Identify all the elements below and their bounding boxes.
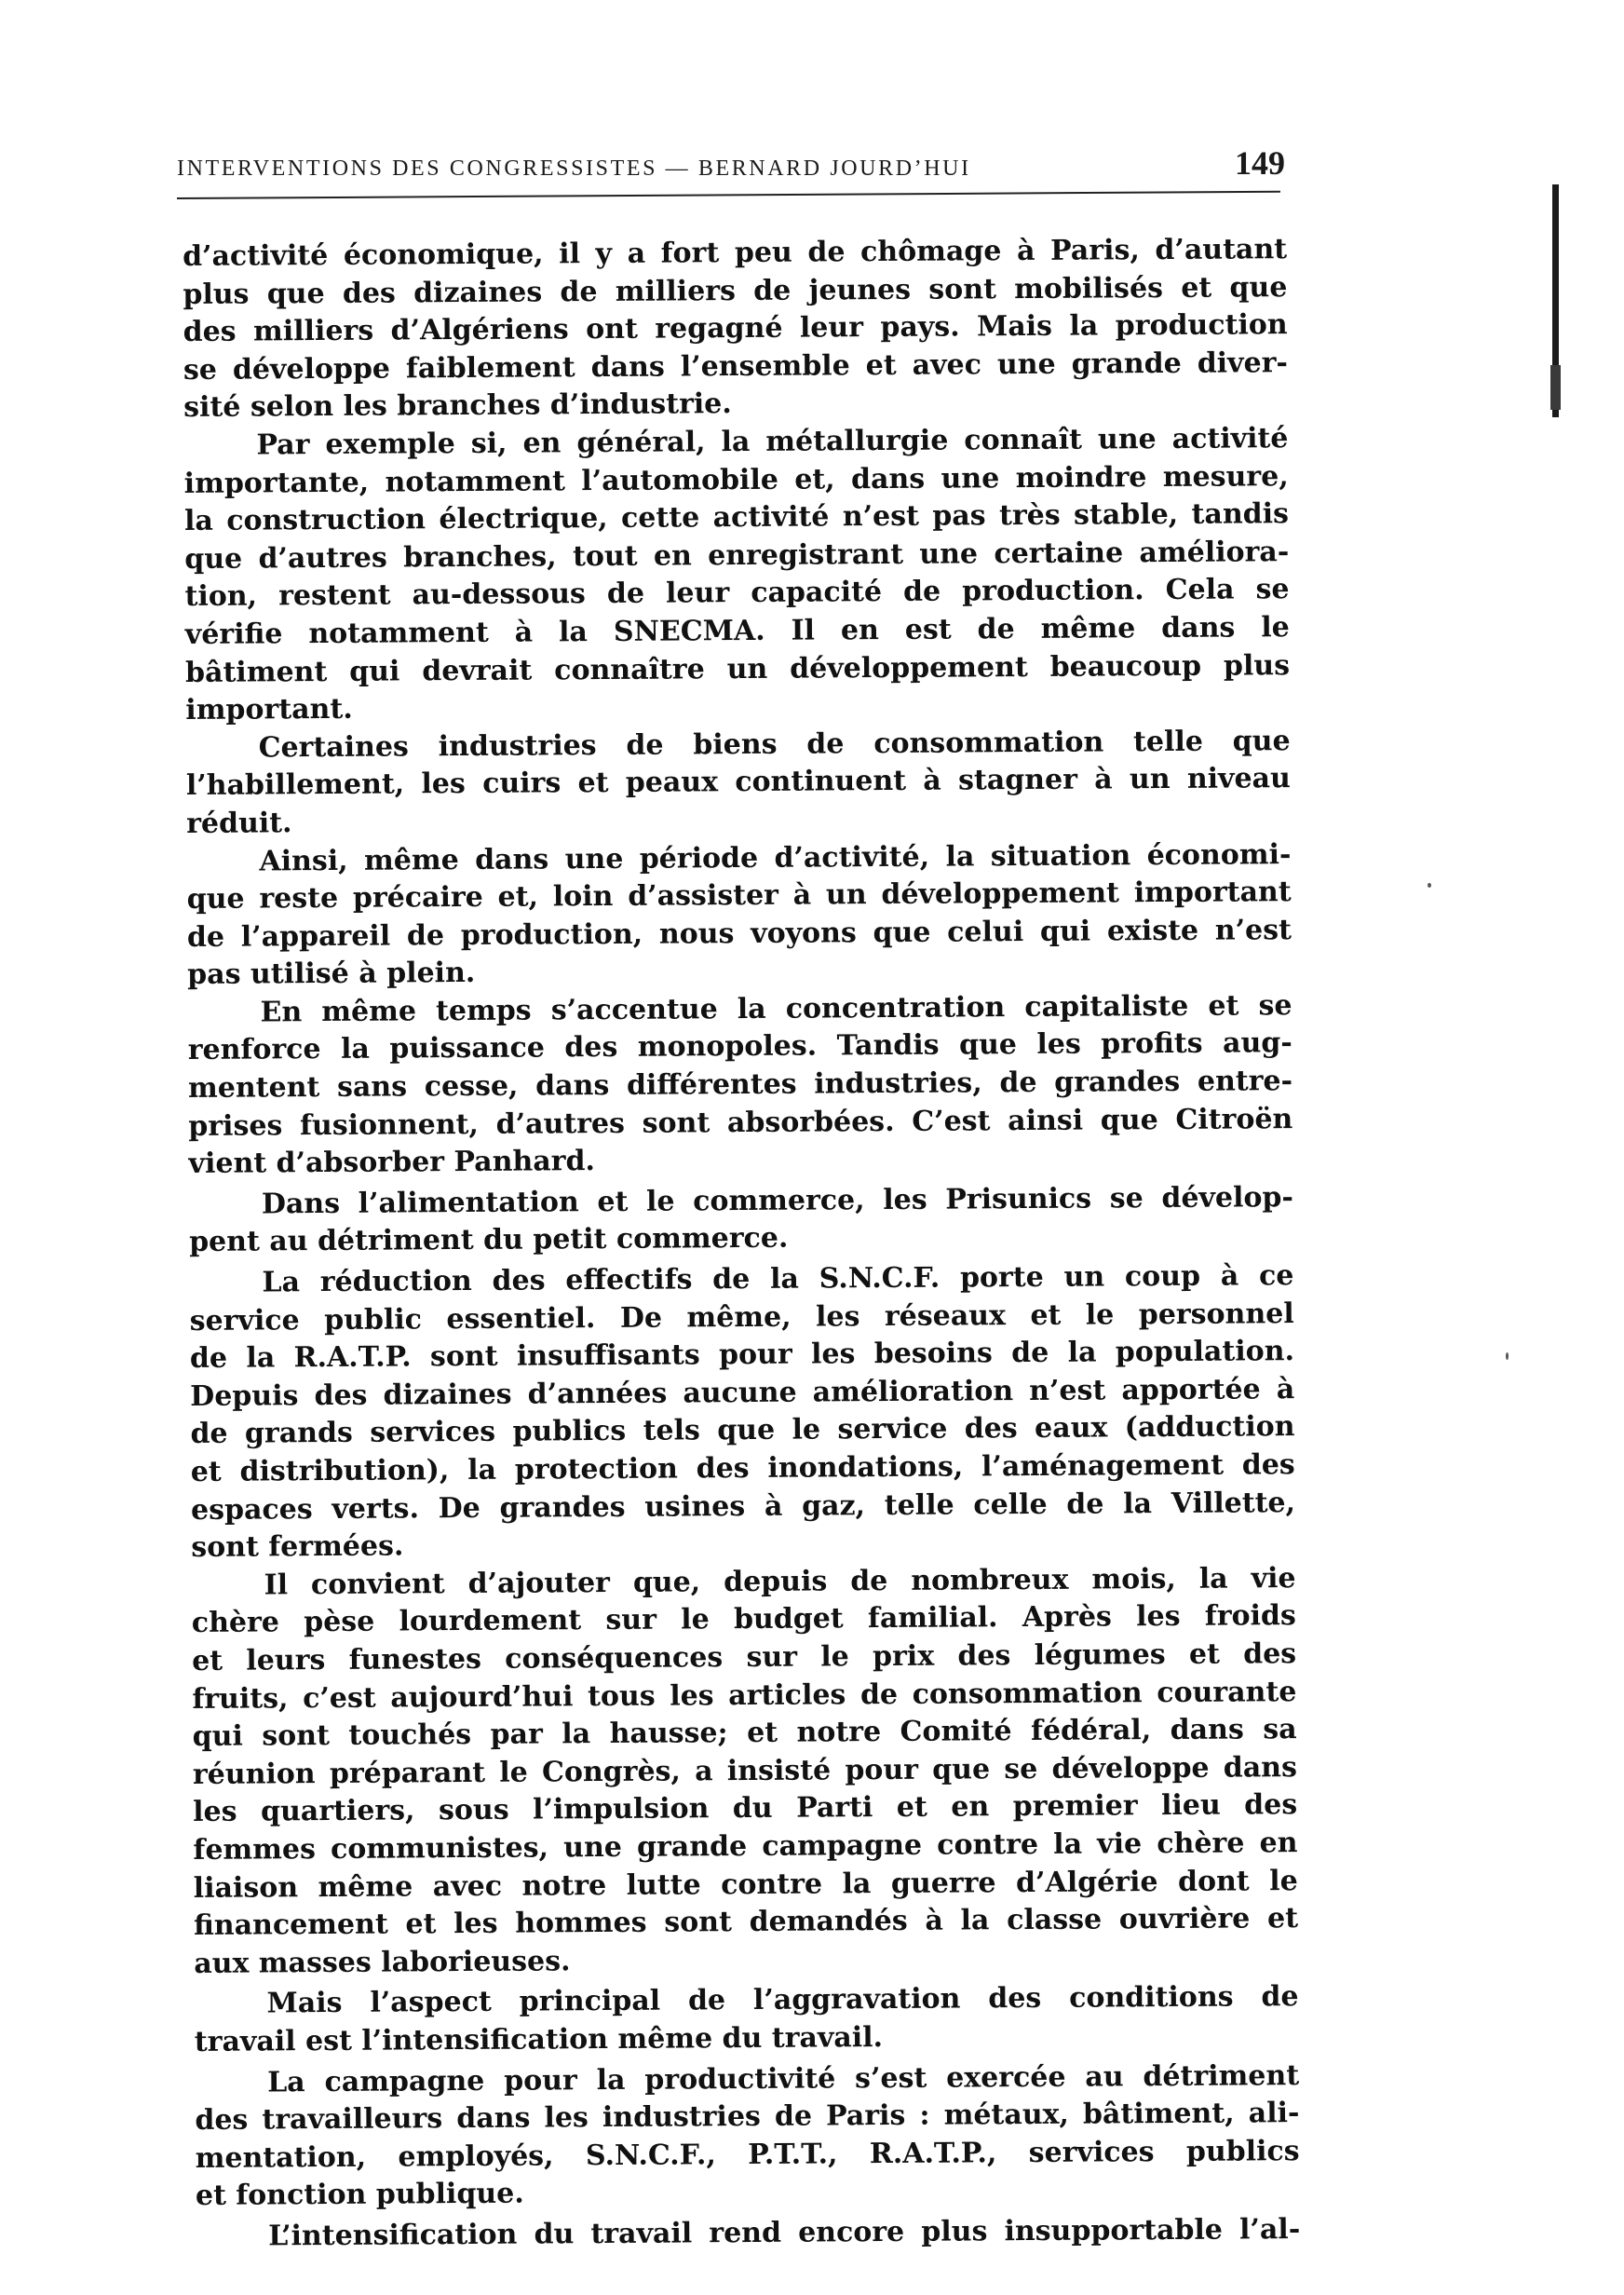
text-line: sité selon les branches d’industrie. bbox=[183, 387, 732, 425]
margin-scan-tick bbox=[1550, 365, 1561, 410]
text-line: fruits, c’est aujourd’hui tous les articles de consommation courante bbox=[192, 1675, 1297, 1716]
text-line: des milliers d’Algériens ont regagné leur pays. Mais la production bbox=[183, 308, 1288, 349]
body-text bbox=[183, 231, 1300, 2256]
text-line: Certaines industries de biens de consommation telle que bbox=[258, 724, 1291, 765]
text-line: L’intensification du travail rend encore plus insupportable l’al- bbox=[268, 2212, 1301, 2253]
text-line: l’habillement, les cuirs et peaux continuent à stagner à un niveau bbox=[185, 762, 1291, 803]
text-line: Mais l’aspect principal de l’aggravation des conditions de bbox=[266, 1980, 1299, 2020]
text-line: service public essentiel. De même, les réseaux et le personnel bbox=[189, 1297, 1294, 1338]
scan-speck bbox=[1428, 883, 1431, 888]
text-line: qui sont touchés par la hausse; et notre Comité fédéral, dans sa bbox=[192, 1713, 1297, 1754]
text-line: vient d’absorber Panhard. bbox=[188, 1145, 596, 1181]
text-line: de la R.A.T.P. sont insuffisants pour les besoins de la population. bbox=[189, 1335, 1295, 1376]
text-line: travail est l’intensification même du travail. bbox=[194, 2020, 884, 2058]
text-line: En même temps s’accentue la concentration capitaliste et se bbox=[260, 988, 1292, 1029]
text-line: bâtiment qui devrait connaître un développement beaucoup plus bbox=[184, 648, 1291, 689]
text-line: que d’autres branches, tout en enregistrant une certaine améliora- bbox=[184, 535, 1290, 576]
text-line: et distribution), la protection des inondations, l’aménagement des bbox=[190, 1448, 1295, 1488]
scan-speck bbox=[1506, 1352, 1509, 1360]
text-line: important. bbox=[185, 692, 353, 727]
text-line: sont fermées. bbox=[191, 1529, 404, 1565]
text-line: réunion préparant le Congrès, a insisté pour que se développe dans bbox=[192, 1750, 1298, 1791]
text-line: espaces verts. De grandes usines à gaz, telle celle de la Villette, bbox=[190, 1486, 1296, 1527]
text-line: que reste précaire et, loin d’assister à un développement important bbox=[186, 876, 1292, 917]
text-line: de l’appareil de production, nous voyons que celui qui existe n’est bbox=[186, 913, 1292, 954]
text-line: financement et les hommes sont demandés à la classe ouvrière et bbox=[193, 1902, 1299, 1943]
text-line: pent au détriment du petit commerce. bbox=[189, 1222, 789, 1259]
text-line: aux masses laborieuses. bbox=[194, 1944, 571, 1980]
text-line: de grands services publics tels que le service des eaux (adduction bbox=[190, 1410, 1295, 1451]
running-head bbox=[177, 140, 1285, 186]
text-line: et leurs funestes conséquences sur le prix des légumes et des bbox=[192, 1637, 1297, 1677]
text-line: et fonction publique. bbox=[195, 2177, 524, 2213]
text-line: Depuis des dizaines d’années aucune amélioration n’est apportée à bbox=[190, 1372, 1295, 1413]
text-line: mentation, employés, S.N.C.F., P.T.T., R.A.T.P., services publics bbox=[195, 2134, 1300, 2175]
text-line: Il convient d’ajouter que, depuis de nombreux mois, la vie bbox=[264, 1561, 1296, 1602]
text-line: se développe faiblement dans l’ensemble et avec une grande diver- bbox=[183, 346, 1289, 387]
text-line: prises fusionnent, d’autres sont absorbées. C’est ainsi que Citroën bbox=[188, 1102, 1293, 1143]
text-line: La campagne pour la productivité s’est exercée au détriment bbox=[267, 2058, 1300, 2098]
text-line: renforce la puissance des monopoles. Tandis que les profits aug- bbox=[187, 1026, 1292, 1067]
text-line: la construction électrique, cette activité n’est pas très stable, tandis bbox=[183, 497, 1290, 538]
text-line: les quartiers, sous l’impulsion du Parti et en premier lieu des bbox=[193, 1788, 1298, 1829]
text-line: liaison même avec notre lutte contre la guerre d’Algérie dont le bbox=[193, 1864, 1298, 1905]
page-number: 149 bbox=[1235, 144, 1285, 182]
text-line: réduit. bbox=[186, 807, 292, 840]
text-line: importante, notamment l’automobile et, dans une moindre mesure, bbox=[183, 459, 1289, 500]
text-line: d’activité économique, il y a fort peu de chômage à Paris, d’autant bbox=[183, 233, 1288, 273]
header-rule bbox=[177, 191, 1280, 199]
text-line: femmes communistes, une grande campagne contre la vie chère en bbox=[193, 1826, 1298, 1867]
text-line: vérifie notamment à la SNECMA. Il en est de même dans le bbox=[184, 611, 1290, 651]
text-line: Dans l’alimentation et le commerce, les Prisunics se dévelop- bbox=[261, 1180, 1293, 1221]
text-line: Ainsi, même dans une période d’activité, la situation économi- bbox=[259, 837, 1292, 877]
text-line: plus que des dizaines de milliers de jeunes sont mobilisés et que bbox=[183, 270, 1288, 311]
text-line: chère pèse lourdement sur le budget familial. Après les froids bbox=[191, 1599, 1296, 1640]
text-line: Par exemple si, en général, la métallurgie connaît une activité bbox=[256, 422, 1289, 462]
text-line: des travailleurs dans les industries de Paris : métaux, bâtiment, ali- bbox=[195, 2097, 1300, 2138]
text-line: mentent sans cesse, dans différentes industries, de grandes entre- bbox=[187, 1065, 1293, 1106]
text-line: pas utilisé à plein. bbox=[187, 957, 476, 992]
text-line: tion, restent au-dessous de leur capacité de production. Cela se bbox=[184, 573, 1290, 614]
running-title: INTERVENTIONS DES CONGRESSISTES — BERNARD JOURD’HUI bbox=[177, 156, 971, 181]
text-line: La réduction des effectifs de la S.N.C.F. porte un coup à ce bbox=[262, 1259, 1294, 1299]
